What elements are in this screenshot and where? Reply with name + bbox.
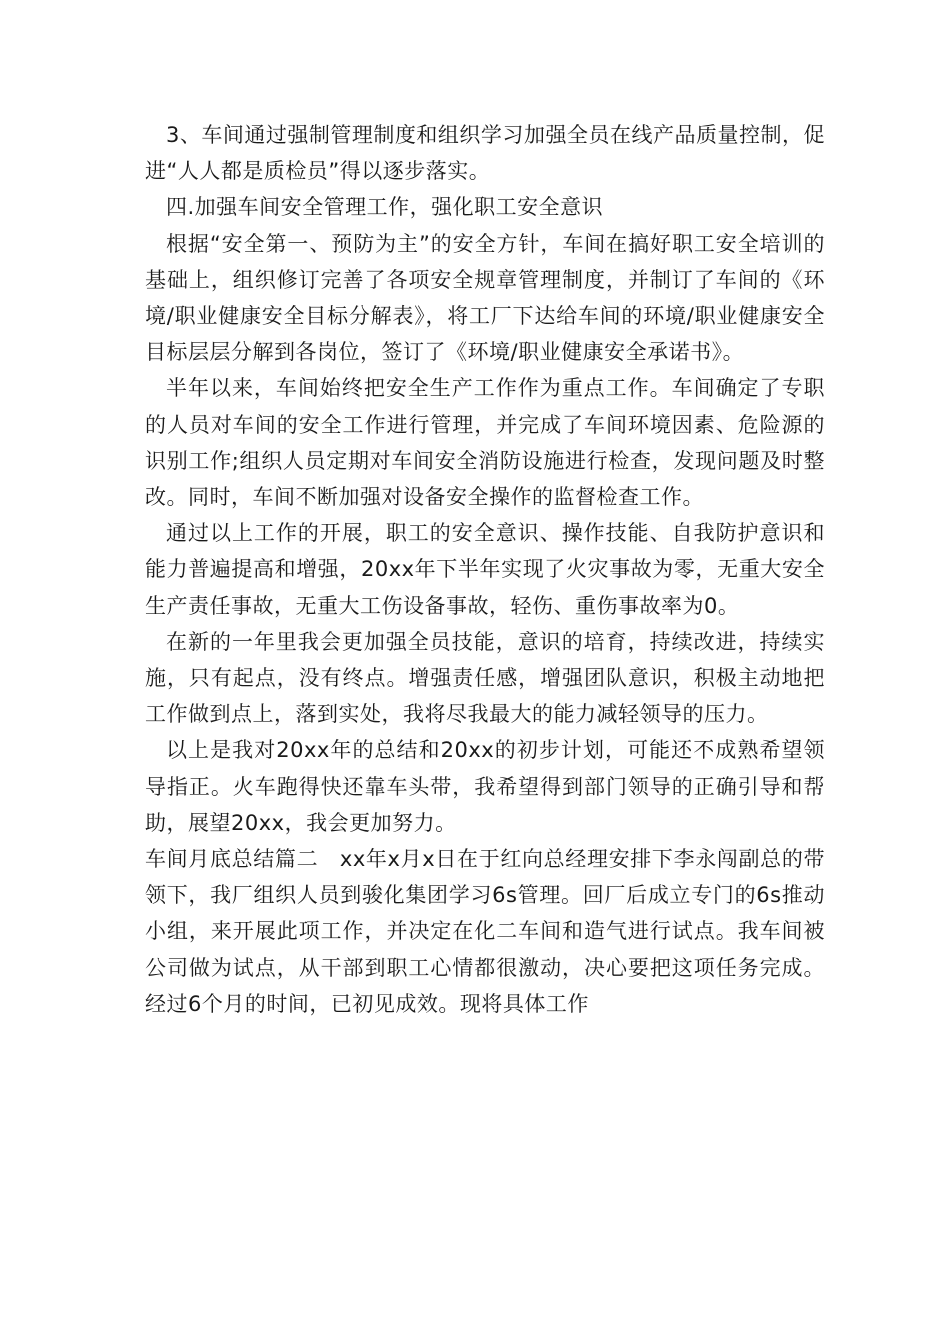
paragraph-half-year-safety: 半年以来，车间始终把安全生产工作作为重点工作。车间确定了专职的人员对车间的安全工作进行管理，并完成了车间环境因素、危险源的识别工作;组织人员定期对车间安全消防设施进行检查，发现问题及时整改。同时，车间不断加强对设备安全操作的监督检查工作。 [145,376,825,510]
paragraph-quality-control: 3、车间通过强制管理制度和组织学习加强全员在线产品质量控制，促进“人人都是质检员”得以逐步落实。 [145,123,825,184]
paragraph-summary-closing: 以上是我对20xx年的总结和20xx的初步计划，可能还不成熟希望领导指正。火车跑得快还靠车头带，我希望得到部门领导的正确引导和帮助，展望20xx，我会更加努力。 [145,738,825,835]
section-heading-safety: 四.加强车间安全管理工作，强化职工安全意识 [166,195,604,220]
paragraph-new-year-plan: 在新的一年里我会更加强全员技能，意识的培育，持续改进，持续实施，只有起点，没有终点。增强责任感，增强团队意识，积极主动地把工作做到点上，落到实处，我将尽我最大的能力减轻领导的压力。 [145,629,825,727]
paragraph-safety-results: 通过以上工作的开展，职工的安全意识、操作技能、自我防护意识和能力普遍提高和增强，20xx年下半年实现了火灾事故为零，无重大安全生产责任事故，无重大工伤设备事故，轻伤、重伤事故率为0。 [145,521,825,618]
paragraph-safety-policy: 根据“安全第一、预防为主”的安全方针，车间在搞好职工安全培训的基础上，组织修订完善了各项安全规章管理制度，并制订了车间的《环境/职业健康安全目标分解表》，将工厂下达给车间的环境/职业健康安全目标层层分解到各岗位，签订了《环境/职业健康安全承诺书》。 [145,231,825,365]
paragraph-part-two-intro: 车间月底总结篇二 xx年x月x日在于红向总经理安排下李永闯副总的带领下，我厂组织人员到骏化集团学习6s管理。回厂后成立专门的6s推动小组，来开展此项工作，并决定在化二车间和造气进行试点。我车间被公司做为试点，从干部到职工心情都很激动，决心要把这项任务完成。经过6个月的时间，已初见成效。现将具体工作 [145,847,825,1016]
document-body [145,117,825,1022]
